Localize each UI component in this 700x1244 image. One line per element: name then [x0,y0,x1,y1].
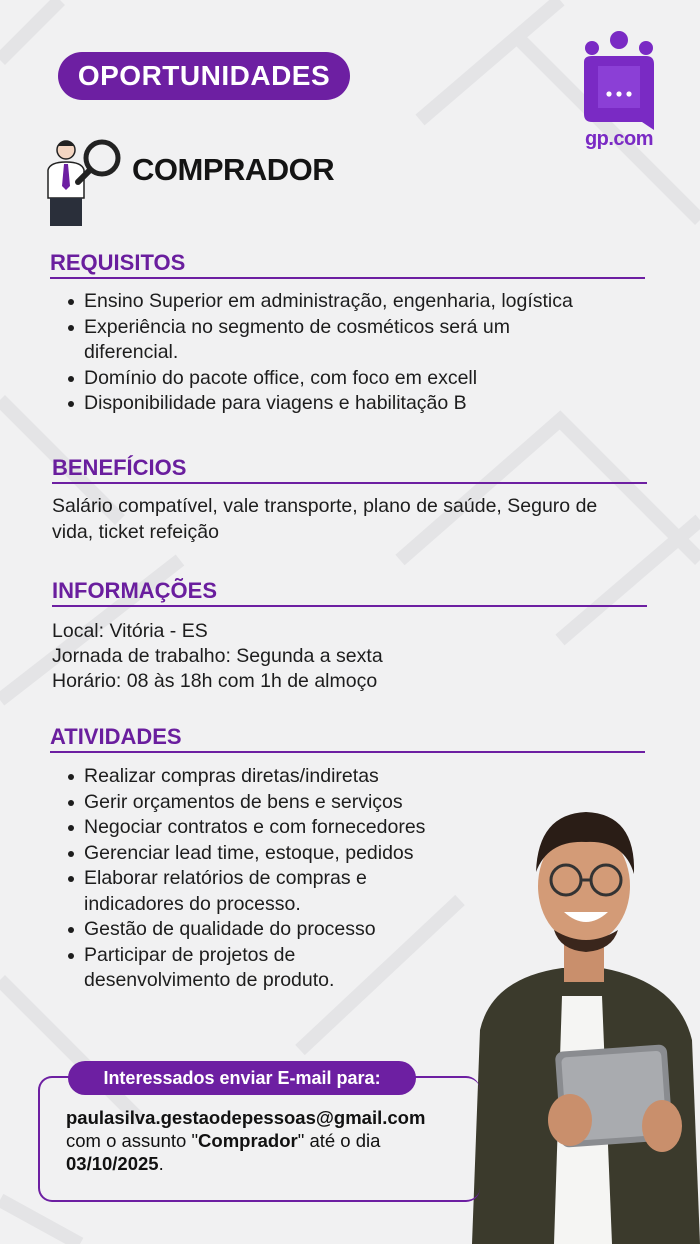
subject-suffix: " até o dia [297,1130,381,1151]
atividades-list [64,764,484,994]
informacoes-heading: INFORMAÇÕES [52,578,217,603]
subject-prefix: com o assunto " [66,1130,199,1151]
requisitos-divider [50,277,645,279]
list-item: Negociar contratos e com fornecedores [64,815,484,841]
info-hours: Horário: 08 às 18h com 1h de almoço [52,670,378,692]
list-item: Gerenciar lead time, estoque, pedidos [64,841,484,867]
recruiter-magnifier-icon [38,136,130,228]
beneficios-divider [52,482,647,484]
list-item: Participar de projetos de desenvolvimento de produto. [64,943,384,994]
beneficios-text: Salário compatível, vale transporte, plano de saúde, Seguro de vida, ticket refeição [52,495,598,543]
contact-pill: Interessados enviar E-mail para: [68,1061,416,1095]
contact-text [66,1106,425,1175]
list-item: Domínio do pacote office, com foco em excell [64,366,644,392]
list-item: Realizar compras diretas/indiretas [64,764,484,790]
deadline-suffix: . [158,1153,164,1174]
info-location: Local: Vitória - ES [52,620,208,642]
list-item: Experiência no segmento de cosméticos será um diferencial. [64,315,544,366]
deadline-date: 03/10/2025 [66,1153,159,1174]
requisitos-list [64,289,644,417]
list-item: Gerir orçamentos de bens e serviços [64,790,484,816]
subject-value: Comprador [198,1130,298,1151]
informacoes-divider [52,605,647,607]
list-item: Ensino Superior em administração, engenharia, logística [64,289,644,315]
atividades-heading: ATIVIDADES [50,724,182,749]
list-item: Disponibilidade para viagens e habilitação B [64,391,644,417]
opportunities-badge: OPORTUNIDADES [58,52,350,100]
job-title: COMPRADOR [132,152,335,187]
list-item: Elaborar relatórios de compras e indicadores do processo. [64,866,414,917]
info-schedule: Jornada de trabalho: Segunda a sexta [52,645,383,667]
requisitos-heading: REQUISITOS [50,250,186,275]
contact-email[interactable]: paulasilva.gestaodepessoas@gmail.com [66,1107,426,1128]
atividades-divider [50,751,645,753]
list-item: Gestão de qualidade do processo [64,917,484,943]
person-with-tablet-image [452,800,700,1244]
beneficios-heading: BENEFÍCIOS [52,455,187,480]
logo-wordmark: gp.com [584,128,654,150]
